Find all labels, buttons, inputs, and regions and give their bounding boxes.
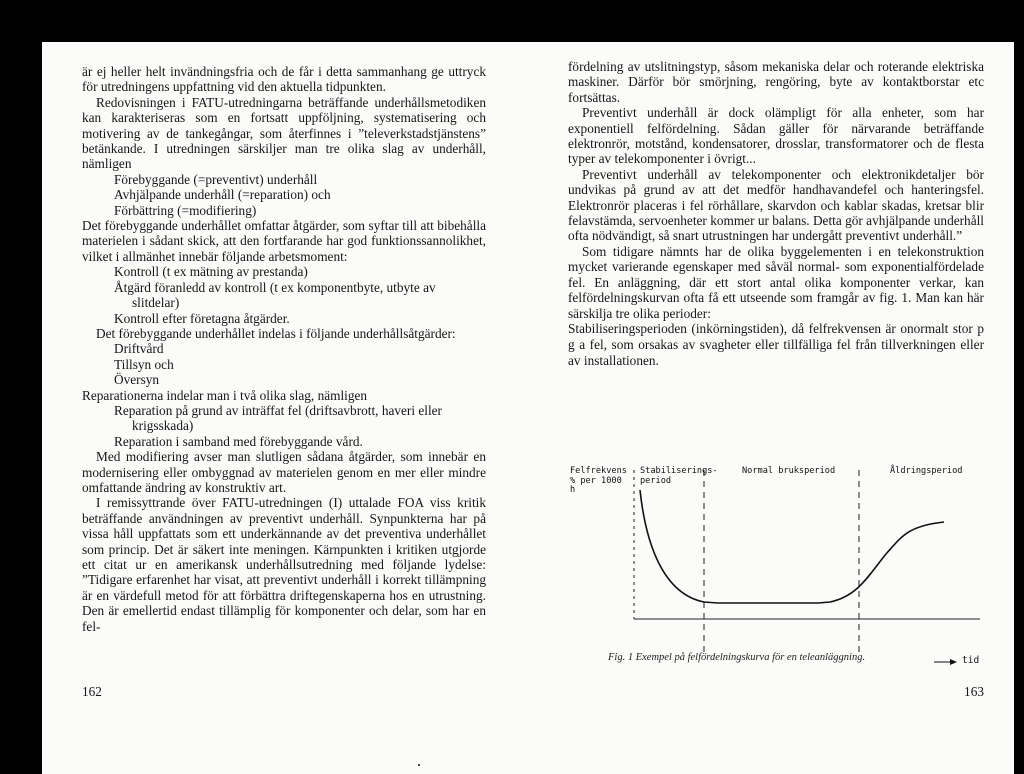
period-label-normal: Normal bruksperiod: [742, 466, 836, 476]
paragraph: Det förebyggande underhållet omfattar åtgärder, som syftar till att bibehålla materielen i sådant skick, att den fortfarande har god funktionssannolikhet, vilket i allmänhet innebär följande arbetsmoment:: [82, 218, 486, 264]
failure-rate-curve: [640, 490, 944, 603]
paragraph: fördelning av utslitningstyp, såsom mekaniska delar och roterande elektriska maskiner. Därför bör smörjning, rengöring, byte av kontaktborstar etc fortsättas.: [568, 59, 984, 105]
list-item: Tillsyn och: [114, 356, 174, 372]
repair-types-list: [82, 403, 486, 449]
period-label-stabilization: Stabiliserings- period: [640, 466, 718, 486]
list-item: Driftvård: [114, 341, 164, 357]
list-item: Kontroll (t ex mätning av prestanda): [114, 264, 308, 280]
left-text-column: [82, 64, 486, 634]
list-item: Reparation i samband med förebyggande vård.: [114, 433, 363, 449]
period-label-aging: Åldringsperiod: [890, 466, 963, 476]
list-item: Översyn: [114, 372, 160, 388]
paragraph: Det förebyggande underhållet indelas i följande underhållsåtgärder:: [96, 325, 456, 341]
x-axis-label: tid: [962, 655, 980, 666]
list-item: Förbättring (=modifiering): [114, 202, 257, 218]
page-number: 162: [82, 684, 102, 699]
paragraph: är ej heller helt invändningsfria och de får i detta sammanhang ge uttryck för utredningens uppfattning vid den aktuella tidpunkten.: [82, 64, 486, 95]
y-axis-label: Felfrekvens % per 1000 h: [570, 466, 627, 495]
paragraph: I remissyttrande över FATU-utredningen (I) uttalade FOA viss kritik beträffande användningen av preventivt underhåll. Synpunkterna har på vissa håll uppfattats som ett underkännande av det preventiva underhållet som princip. Det är säkert inte meningen. Kärnpunkten i kritiken utgjorde ett citat ur en amerikansk underhållsutredning med följande lydelse: ”Tidigare erfarenhet har visat, att preventivt underhåll i korrekt tillämpning är en värdefull metod för att förbättra driftegenskaperna hos en utrustning. Den är emellertid endast tillämplig för komponenter och delar, som har en fel-: [82, 495, 486, 634]
list-item: Kontroll efter företagna åtgärder.: [114, 310, 290, 326]
paragraph: Preventivt underhåll av telekomponenter och elektronikdetaljer bör undvikas på grund av att det medför handhavandefel och hanteringsfel. Elektronrör placeras i fel rörhållare, skarvdon och kablar skadas, kretsar blir felavstämda, servoenheter kommer ur balans. Detta gör avhjälpande underhåll ofta nödvändigt, så snart utrustningen har undergått preventivt underhåll.”: [568, 166, 984, 244]
failure-rate-figure: [568, 426, 980, 676]
paragraph: Preventivt underhåll är dock olämpligt för alla enheter, som har exponentiell felfördelning. Sådan gäller för närvarande beträffande elektronrör, motstånd, kondensatorer, drosslar, transformatorer och de flesta typer av telekomponenter i övrigt...: [568, 105, 984, 167]
maintenance-types-list: [82, 172, 486, 218]
left-page: [42, 42, 528, 774]
paragraph: Redovisningen i FATU-utredningarna beträffande underhållsmetodiken kan karakteriseras som en fortsatt uppföljning, systematisering och motivering av de tankegångar, som återfinnes i ”televerkstadstjänstens” betänkande. I utredningen särskiljer man tre olika slag av underhåll, nämligen: [82, 94, 486, 172]
book-spread: [42, 42, 1014, 774]
list-item: Avhjälpande underhåll (=reparation) och: [114, 187, 331, 203]
preventive-actions-list: [82, 341, 486, 387]
list-item: Reparation på grund av inträffat fel (driftsavbrott, haveri eller krigsskada): [114, 402, 442, 434]
figure-caption: Fig. 1 Exempel på felfördelningskurva för en teleanläggning.: [608, 652, 866, 663]
stabilization-period-callout: Stabiliseringsperioden (inkörningstiden), då felfrekvensen är onormalt stor p g a fel, som orsakas av svagheter eller tillfälliga fel från tillverkningen eller av installationen.: [568, 320, 984, 368]
page-number: 163: [964, 684, 984, 699]
paragraph: Som tidigare nämnts har de olika byggelementen i en telekonstruktion mycket varierande egenskaper med såväl normal- som exponentialfördelade fel. En anläggning, där ett stort antal olika komponenter verkar, kan felfördelningskurvan ofta få ett utseende som framgår av fig. 1. Man kan här särskilja tre olika perioder:: [568, 243, 984, 321]
list-item: Åtgärd föranledd av kontroll (t ex komponentbyte, utbyte av slitdelar): [114, 279, 436, 311]
list-item: Förebyggande (=preventivt) underhåll: [114, 171, 318, 187]
work-steps-list: [82, 264, 486, 326]
bathtub-curve-diagram: [568, 426, 980, 676]
paragraph: Reparationerna indelar man i två olika slag, nämligen: [82, 387, 368, 403]
arrow-head-icon: [950, 659, 957, 665]
right-text-column: [568, 59, 984, 369]
paragraph: Med modifiering avser man slutligen sådana åtgärder, som innebär en modernisering eller ombyggnad av materielen genom en mer eller mindre omfattande ändring av konstruktiv art.: [82, 449, 486, 495]
speck: [418, 764, 420, 766]
right-page: [528, 42, 1014, 774]
